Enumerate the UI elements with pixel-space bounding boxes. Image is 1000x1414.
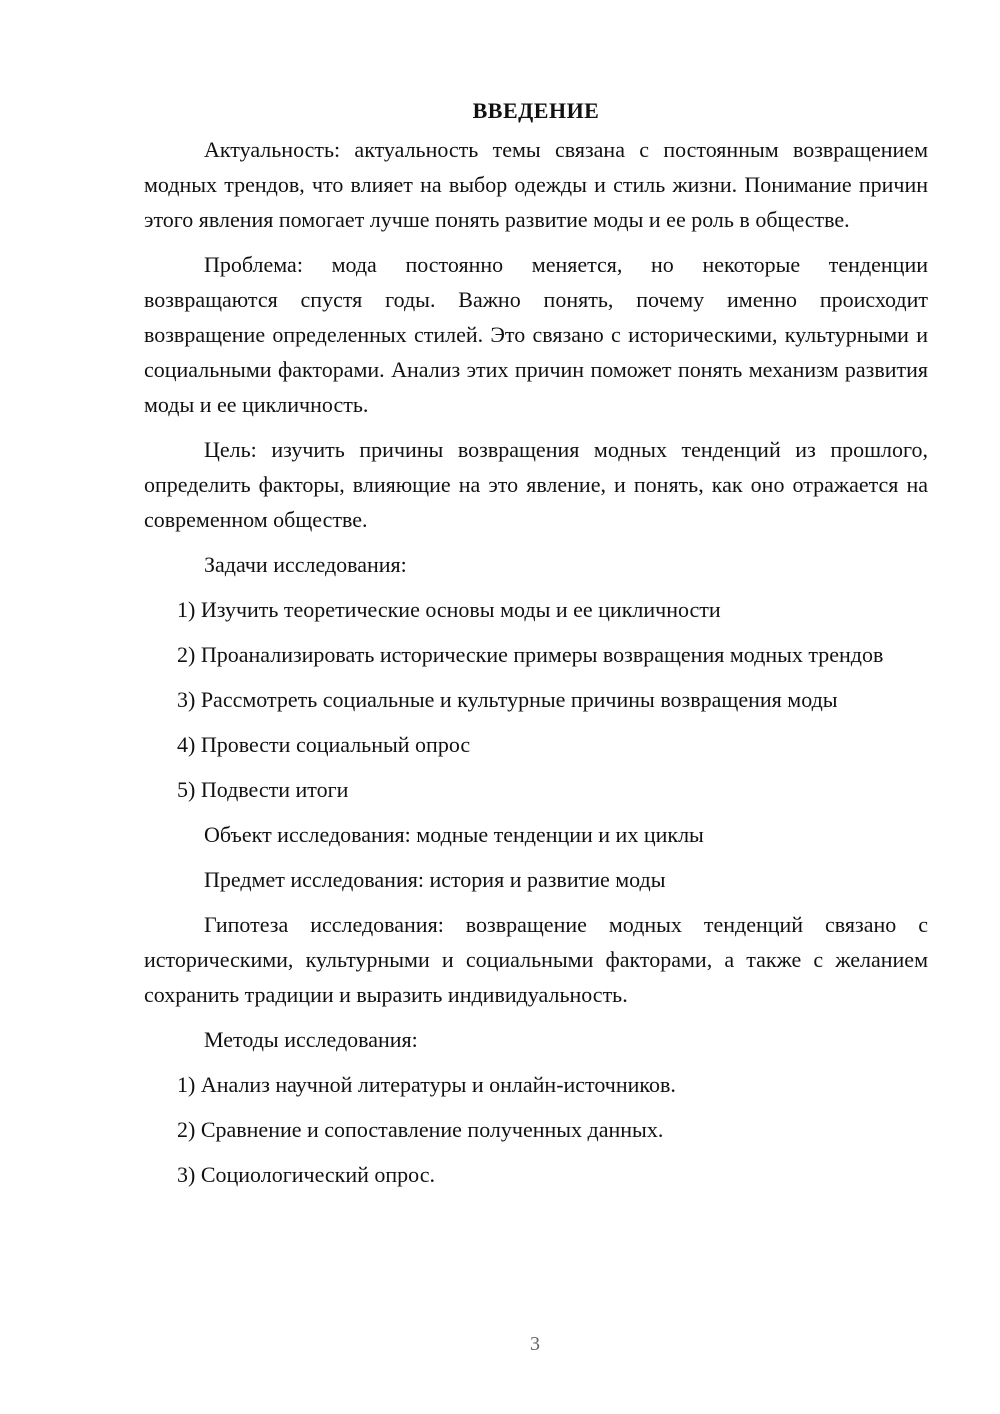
task-item-4: 4) Провести социальный опрос: [177, 732, 471, 757]
document-page: [144, 96, 928, 1202]
method-item-3: 3) Социологический опрос.: [177, 1162, 435, 1187]
goal-paragraph: Цель: изучить причины возвращения модных тенденций из прошлого, определить факторы, влияющие на это явление, и понять, как оно отражается на современном обществе.: [144, 437, 928, 532]
method-item-1: 1) Анализ научной литературы и онлайн-источников.: [177, 1072, 676, 1097]
hypothesis-paragraph: Гипотеза исследования: возвращение модных тенденций связано с историческими, культурными и социальными факторами, а также с желанием сохранить традиции и выразить индивидуальность.: [144, 912, 928, 1007]
page-number: 3: [530, 1333, 540, 1355]
task-item-5: 5) Подвести итоги: [177, 777, 349, 802]
page-title: ВВЕДЕНИЕ: [472, 98, 600, 123]
tasks-heading: Задачи исследования:: [204, 552, 407, 577]
task-item-3: 3) Рассмотреть социальные и культурные причины возвращения моды: [177, 687, 838, 712]
relevance-paragraph: Актуальность: актуальность темы связана с постоянным возвращением модных трендов, что влияет на выбор одежды и стиль жизни. Понимание причин этого явления помогает лучше понять развитие моды и ее роль в обществе.: [144, 137, 928, 232]
research-subject: Предмет исследования: история и развитие моды: [204, 867, 666, 892]
task-item-1: 1) Изучить теоретические основы моды и ее цикличности: [177, 597, 721, 622]
task-item-2: 2) Проанализировать исторические примеры возвращения модных трендов: [177, 642, 884, 667]
methods-heading: Методы исследования:: [204, 1027, 418, 1052]
research-object: Объект исследования: модные тенденции и их циклы: [204, 822, 704, 847]
method-item-2: 2) Сравнение и сопоставление полученных данных.: [177, 1117, 664, 1142]
problem-paragraph: Проблема: мода постоянно меняется, но некоторые тенденции возвращаются спустя годы. Важно понять, почему именно происходит возвращение определенных стилей. Это связано с историческими, культурными и социальными факторами. Анализ этих причин поможет понять механизм развития моды и ее цикличность.: [144, 252, 928, 417]
